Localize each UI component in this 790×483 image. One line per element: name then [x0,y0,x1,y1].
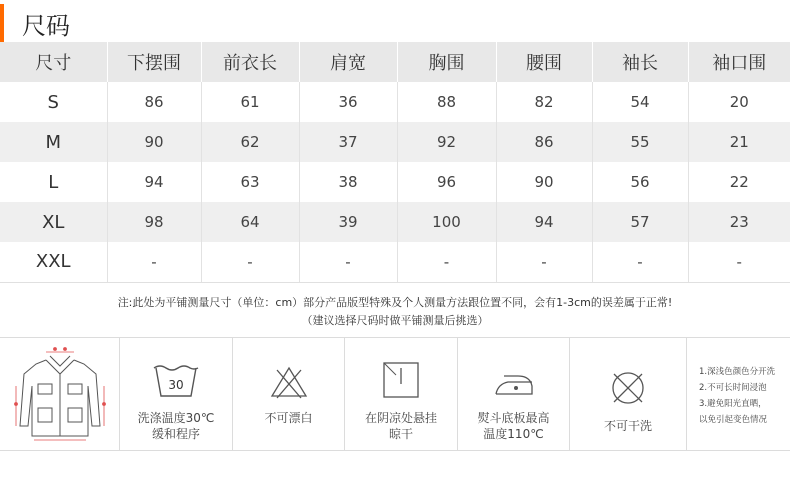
care-label [233,410,344,426]
care-tips-list [699,364,775,428]
table-cell: 90 [496,162,592,202]
table-cell: 36 [299,82,397,122]
wash-tub-icon [152,364,200,400]
hang-dry-icon [381,360,421,400]
care-item-wash [120,338,233,450]
table-cell: 98 [107,202,201,242]
title-accent-bar [0,4,4,42]
care-label-line: 缓和程序 [151,427,200,441]
header-sleeve: 袖长 [592,42,688,82]
size-cell: XL [42,211,65,233]
no-bleach-icon [269,364,309,400]
table-cell: 55 [592,122,688,162]
care-tips-panel [687,338,790,450]
care-tip: 以免引起变色情况 [699,415,768,425]
table-cell: - [397,242,496,282]
table-cell: - [201,242,299,282]
garment-measure-diagram [0,338,120,450]
care-label-line: 温度110℃ [483,427,544,441]
size-cell: L [48,171,59,193]
table-cell: 64 [201,202,299,242]
shirt-diagram-icon [14,346,106,442]
size-cell: S [47,91,59,113]
size-cell: M [45,131,62,153]
care-label [570,418,686,434]
size-cell: XXL [0,242,107,282]
care-label-line: 不可干洗 [603,419,652,433]
table-cell: 61 [201,82,299,122]
title-bar [0,0,790,42]
table-cell: - [496,242,592,282]
table-cell: 57 [592,202,688,242]
table-header-row [0,42,790,82]
table-row [0,82,790,122]
table-row [0,122,790,162]
iron-icon [492,364,536,400]
table-row [0,162,790,202]
measurement-notes [0,294,790,330]
wash-temp-value: 30 [168,378,184,392]
table-cell: 63 [201,162,299,202]
table-cell: 94 [107,162,201,202]
care-label-line: 不可漂白 [264,411,313,425]
header-front-length: 前衣长 [201,42,299,82]
header-size: 尺寸 [0,42,107,82]
table-cell: 21 [688,122,790,162]
care-tip: 1.深浅色颜色分开洗 [699,367,776,377]
table-cell: 23 [688,202,790,242]
table-cell: 82 [496,82,592,122]
care-tip: 2.不可长时间浸泡 [699,383,767,393]
table-cell: - [299,242,397,282]
table-cell: 86 [496,122,592,162]
table-cell: - [107,242,201,282]
table-row [0,202,790,242]
table-cell: - [688,242,790,282]
page-title: 尺码 [22,12,70,40]
table-row [0,242,790,282]
table-cell: 90 [107,122,201,162]
measurement-note-line: 注:此处为平铺测量尺寸（单位：cm）部分产品版型特殊及个人测量方法跟位置不同，会有1-3cm的误差属于正常! [117,296,673,309]
table-cell: 92 [397,122,496,162]
care-tip: 3.避免阳光直晒， [699,399,767,409]
table-cell: 38 [299,162,397,202]
table-cell: 22 [688,162,790,202]
table-cell: 88 [397,82,496,122]
table-cell: 86 [107,82,201,122]
table-cell: 96 [397,162,496,202]
header-chest: 胸围 [397,42,496,82]
care-item-iron [458,338,570,450]
table-cell: 56 [592,162,688,202]
table-cell: 39 [299,202,397,242]
care-instructions-row [0,337,790,451]
care-label-line: 晾干 [388,427,413,441]
care-item-hang-dry [345,338,458,450]
table-cell: - [592,242,688,282]
care-label [345,410,457,442]
care-label [458,410,569,442]
care-item-no-bleach [233,338,345,450]
header-shoulder: 肩宽 [299,42,397,82]
header-waist: 腰围 [496,42,592,82]
table-cell: 37 [299,122,397,162]
measurement-suggestion-line: （建议选择尺码时做平铺测量后挑选） [301,314,489,327]
table-cell: 62 [201,122,299,162]
header-cuff: 袖口围 [688,42,790,82]
care-label-line: 在阴凉处悬挂 [364,411,437,425]
care-label-line: 洗涤温度30℃ [137,411,215,425]
care-label [120,410,232,442]
no-dryclean-icon [608,368,648,408]
header-hem: 下摆围 [107,42,201,82]
care-item-no-dryclean [570,338,687,450]
care-label-line: 熨斗底板最高 [477,411,550,425]
table-cell: 20 [688,82,790,122]
table-cell: 54 [592,82,688,122]
size-chart-table [0,42,790,283]
table-cell: 94 [496,202,592,242]
table-cell: 100 [397,202,496,242]
